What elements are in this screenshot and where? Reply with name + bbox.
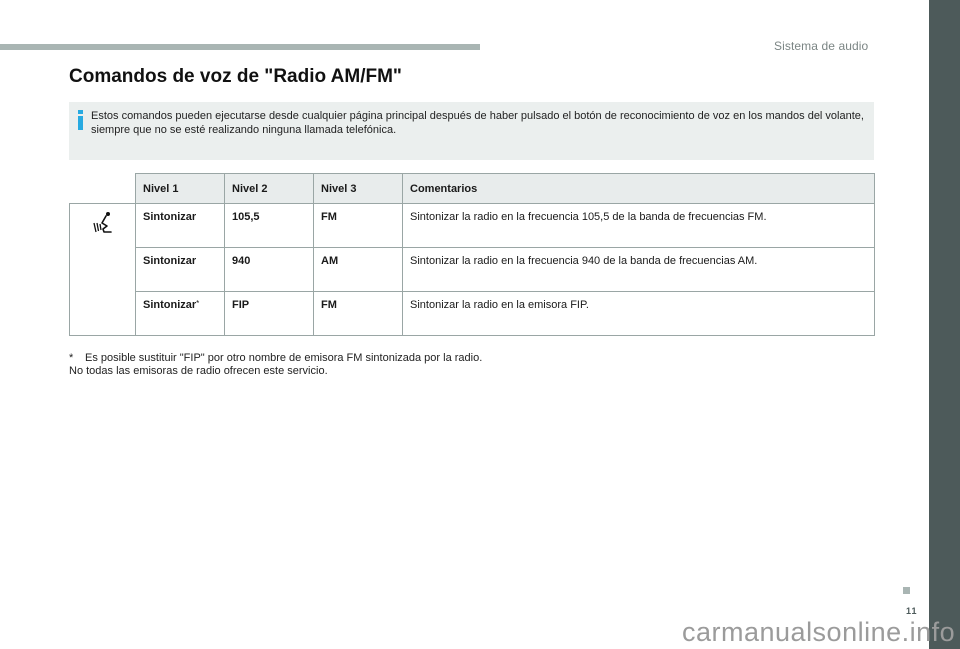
cell-nivel-3: FM <box>314 204 403 248</box>
cell-nivel-1: Sintonizar <box>136 204 225 248</box>
cell-nivel-1: Sintonizar <box>136 248 225 292</box>
header-comentarios: Comentarios <box>403 174 875 204</box>
info-box <box>69 102 874 160</box>
section-label: Sistema de audio <box>774 39 869 53</box>
cell-nivel-1-text: Sintonizar <box>143 299 197 311</box>
cell-comentario: Sintonizar la radio en la frecuencia 940 de la banda de frecuencias AM. <box>403 248 875 292</box>
cell-comentario: Sintonizar la radio en la frecuencia 105,5 de la banda de frecuencias FM. <box>403 204 875 248</box>
footnote-asterisk: * <box>69 352 74 364</box>
page-sidebar-tab <box>929 0 960 649</box>
page-title: Comandos de voz de "Radio AM/FM" <box>69 66 402 87</box>
cell-nivel-2: 105,5 <box>225 204 314 248</box>
footnote-marker: * <box>196 299 200 308</box>
footnote <box>69 352 482 378</box>
watermark: carmanualsonline.info <box>682 617 956 647</box>
table-row <box>70 248 875 292</box>
cell-nivel-3: FM <box>314 292 403 336</box>
icon-column-header <box>70 174 136 204</box>
table-header-row <box>70 174 875 204</box>
footnote-text-1: Es posible sustituir "FIP" por otro nombre de emisora FM sintonizada por la radio. <box>85 352 483 364</box>
header-nivel-1: Nivel 1 <box>136 174 225 204</box>
cell-comentario: Sintonizar la radio en la emisora FIP. <box>403 292 875 336</box>
footnote-line-1 <box>69 352 482 365</box>
page-marker-square <box>903 587 910 594</box>
footnote-line-2: No todas las emisoras de radio ofrecen este servicio. <box>69 365 328 377</box>
cell-nivel-2: 940 <box>225 248 314 292</box>
header-nivel-3: Nivel 3 <box>314 174 403 204</box>
top-rule <box>0 44 480 50</box>
cell-nivel-3: AM <box>314 248 403 292</box>
header-nivel-2: Nivel 2 <box>225 174 314 204</box>
voice-commands-table <box>69 173 875 336</box>
info-text: Estos comandos pueden ejecutarse desde cualquier página principal después de haber pulsado el botón de reconocimiento de voz en los mandos del volante, siempre que no se esté realizando ninguna llamada telefónica. <box>91 110 864 136</box>
voice-command-icon <box>90 210 116 236</box>
table-row <box>70 292 875 336</box>
cell-nivel-2: FIP <box>225 292 314 336</box>
info-icon <box>78 110 83 130</box>
icon-cell <box>70 204 136 336</box>
cell-nivel-1 <box>136 292 225 336</box>
page-number: 11 <box>906 606 918 616</box>
table-row <box>70 204 875 248</box>
